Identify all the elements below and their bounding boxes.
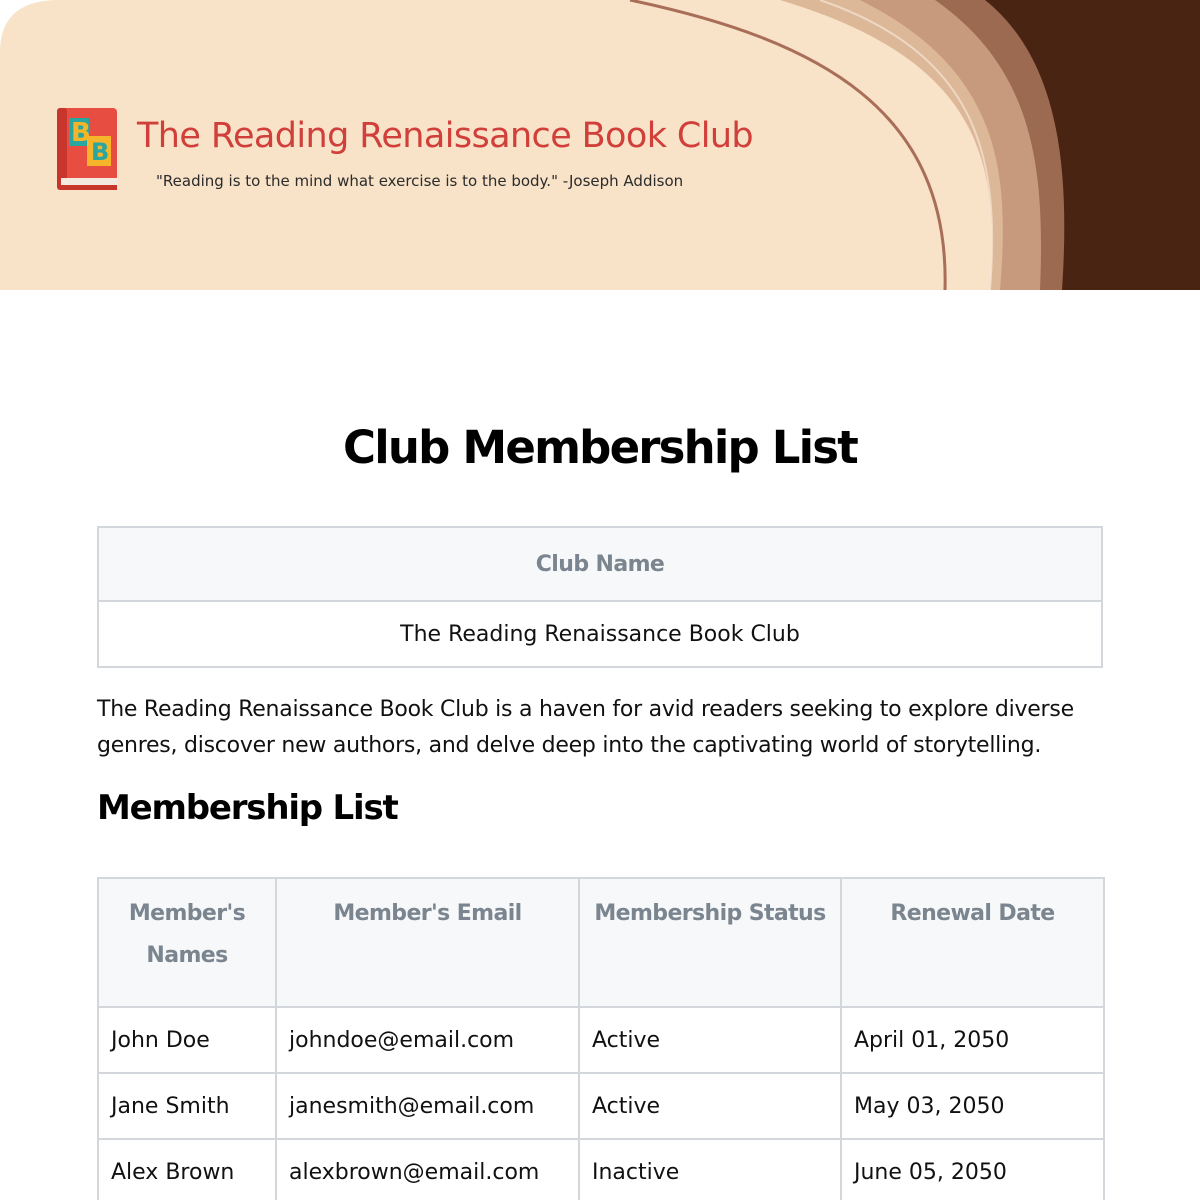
table-header-row	[98, 878, 1104, 1007]
brand-title: The Reading Renaissance Book Club	[137, 116, 754, 156]
member-status: Active	[579, 1007, 841, 1073]
svg-text:B: B	[91, 138, 110, 166]
column-header-names: Member's Names	[98, 878, 276, 1007]
membership-table	[97, 877, 1105, 1200]
member-name: John Doe	[98, 1007, 276, 1073]
svg-text:B: B	[71, 118, 91, 148]
club-description: The Reading Renaissance Book Club is a haven for avid readers seeking to explore diverse genres, discover new authors, and delve deep into the captivating world of storytelling.	[97, 697, 1074, 758]
book-logo-icon	[55, 106, 119, 192]
club-name-header: Club Name	[98, 527, 1102, 601]
club-name-table	[97, 526, 1103, 668]
column-header-renewal: Renewal Date	[841, 878, 1104, 1007]
table-row	[98, 1073, 1104, 1139]
member-email: johndoe@email.com	[276, 1007, 579, 1073]
table-header-row	[98, 527, 1102, 601]
member-status: Active	[579, 1073, 841, 1139]
member-name: Jane Smith	[98, 1073, 276, 1139]
member-email: janesmith@email.com	[276, 1073, 579, 1139]
member-renewal-date: April 01, 2050	[841, 1007, 1104, 1073]
member-status: Inactive	[579, 1139, 841, 1200]
member-renewal-date: June 05, 2050	[841, 1139, 1104, 1200]
member-email: alexbrown@email.com	[276, 1139, 579, 1200]
club-name-value: The Reading Renaissance Book Club	[98, 601, 1102, 667]
table-row	[98, 1007, 1104, 1073]
column-header-email: Member's Email	[276, 878, 579, 1007]
membership-list-heading: Membership List	[97, 788, 398, 828]
column-header-status: Membership Status	[579, 878, 841, 1007]
document-title: Club Membership List	[343, 421, 857, 474]
table-row	[98, 1139, 1104, 1200]
brand-tagline: "Reading is to the mind what exercise is to the body." -Joseph Addison	[156, 172, 684, 190]
header-banner	[0, 0, 1200, 290]
member-renewal-date: May 03, 2050	[841, 1073, 1104, 1139]
table-row	[98, 601, 1102, 667]
member-name: Alex Brown	[98, 1139, 276, 1200]
